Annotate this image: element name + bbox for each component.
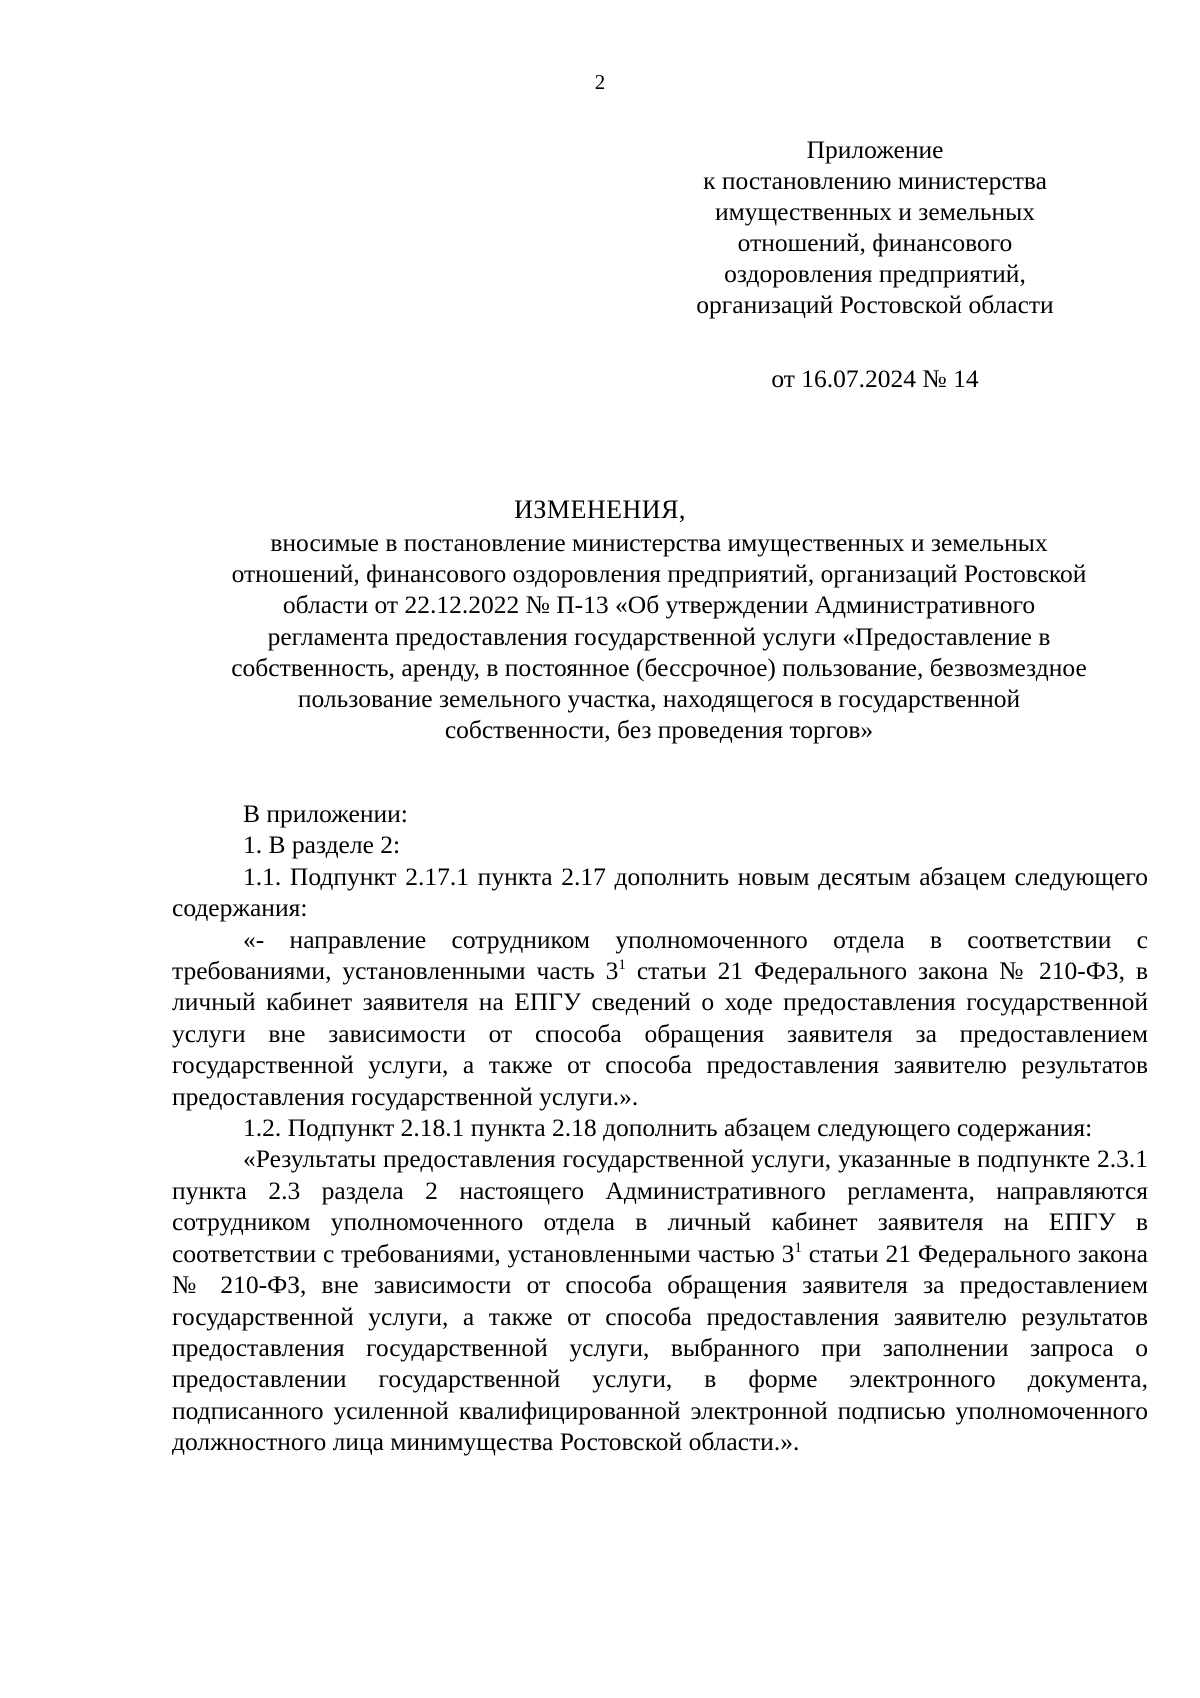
appendix-date: от 16.07.2024 № 14	[771, 364, 979, 393]
quote-2-paragraph	[172, 1143, 1148, 1457]
appendix-line: отношений, финансового	[737, 228, 1013, 257]
subtitle-line: регламента предоставления государственной услуги «Предоставление в	[267, 621, 1051, 651]
item-1-1-paragraph: 1.1. Подпункт 2.17.1 пункта 2.17 дополнить новым десятым абзацем следующего содержания:	[172, 861, 1148, 923]
quote-1-text: «- направление сотрудником уполномоченного отдела в соответствии с требованиями, установленными часть 3	[172, 924, 1148, 986]
subtitle-line: вносимые в постановление министерства имущественных и земельных	[270, 528, 1048, 557]
document-title: ИЗМЕНЕНИЯ,	[514, 495, 686, 524]
appendix-line: к постановлению министерства	[703, 166, 1047, 195]
quote-1-paragraph	[172, 924, 1148, 1112]
quote-2-text-cont: статьи 21 Федерального закона № 210-ФЗ, вне зависимости от способа обращения заявителя за предоставлением государственной услуги, а также от способа предоставления заявителю результатов предоставления государственной услуги, выбранного при заполнении запроса о предоставлении государственной услуги, в форме электронного документа, подписанного усиленной квалифицированной электронной подписью уполномоченного должностного лица минимущества Ростовской области.».	[172, 1238, 1148, 1457]
quote-2-text: «Результаты предоставления государственной услуги, указанные в подпункте 2.3.1 пункта 2.3 раздела 2 настоящего Административного регламента, направляются сотрудником уполномоченного отдела в личный кабинет заявителя на ЕПГУ в соответствии с требованиями, установленными частью 3	[172, 1144, 1148, 1268]
subtitle-line: пользование земельного участка, находящегося в государственной	[297, 684, 1021, 714]
appendix-line: оздоровления предприятий,	[724, 259, 1026, 288]
appendix-line: имущественных и земельных	[714, 197, 1036, 226]
superscript: 1	[794, 1239, 802, 1256]
item-1-2-paragraph: 1.2. Подпункт 2.18.1 пункта 2.18 дополнить абзацем следующего содержания:	[243, 1113, 1093, 1143]
document-body	[172, 798, 1148, 1458]
appendix-header	[630, 134, 1120, 320]
appendix-line: организаций Ростовской области	[696, 290, 1054, 319]
subtitle-line: собственности, без проведения торгов»	[444, 715, 874, 745]
superscript: 1	[618, 957, 626, 974]
subtitle-line: отношений, финансового оздоровления предприятий, организаций Ростовской	[231, 559, 1087, 589]
intro-paragraph: В приложении:	[243, 799, 408, 828]
quote-1-text-cont: статьи 21 Федерального закона № 210-ФЗ, в личный кабинет заявителя на ЕПГУ сведений о ходе предоставления государственной услуги вне зависимости от способа обращения заявителя за предоставлением государственной услуги, а также от способа предоставления заявителю результатов предоставления государственной услуги.».	[172, 956, 1148, 1111]
subtitle-line: области от 22.12.2022 № П-13 «Об утверждении Административного	[282, 590, 1036, 620]
subtitle-line: собственность, аренду, в постоянное (бессрочное) пользование, безвозмездное	[231, 652, 1087, 682]
page-number: 2	[594, 70, 606, 94]
section-paragraph: 1. В разделе 2:	[243, 830, 401, 860]
document-subtitle	[170, 527, 1148, 745]
appendix-line: Приложение	[806, 135, 944, 164]
